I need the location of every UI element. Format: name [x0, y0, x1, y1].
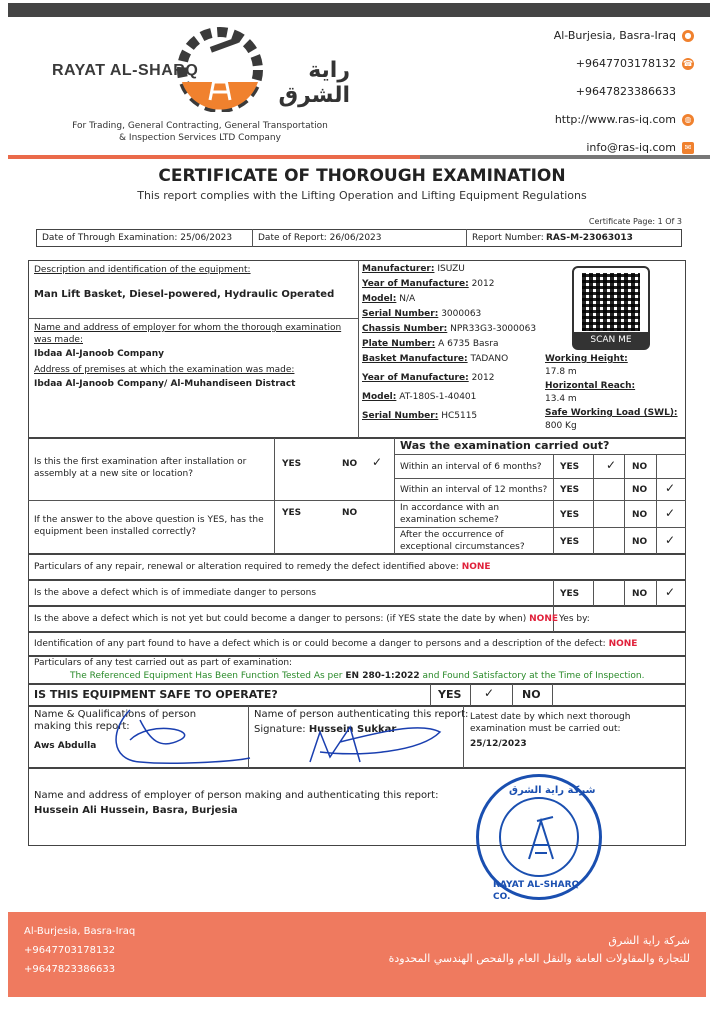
- auth-signature-row: Signature: Hussein Sukkar: [254, 724, 397, 735]
- installed-yes[interactable]: YES: [282, 508, 302, 518]
- contact-email: info@ras-iq.com ✉: [554, 134, 694, 162]
- year-row: Year of Manufacture: 2012: [362, 279, 495, 289]
- certificate-subtitle: This report complies with the Lifting Operation and Lifting Equipment Regulations: [137, 189, 587, 202]
- chassis-row: Chassis Number: NPR33G3-3000063: [362, 324, 537, 334]
- report-number-label: Report Number:: [472, 233, 544, 243]
- signature-hussein: [300, 712, 460, 772]
- stamp-en: RAYAT AL-SHARQ CO.: [493, 880, 580, 902]
- phone-icon: ☎: [683, 59, 693, 68]
- premises-label: Address of premises at which the examination was made:: [34, 365, 295, 375]
- company-logo: [50, 22, 350, 142]
- premises-value: Ibdaa Al-Janoob Company/ Al-Muhandiseen Distract: [34, 379, 296, 389]
- contact-block: [554, 22, 694, 162]
- interval-12-no[interactable]: NO: [632, 485, 648, 495]
- report-date: Date of Report: 26/06/2023: [258, 233, 382, 243]
- immediate-danger-yes[interactable]: YES: [560, 589, 580, 599]
- working-height-value: 17.8 m: [545, 367, 577, 377]
- employer-label: Name and address of employer for whom the thorough examination was made:: [34, 323, 342, 345]
- safe-question: IS THIS EQUIPMENT SAFE TO OPERATE?: [34, 688, 278, 701]
- footer-bar: [8, 912, 706, 997]
- contact-address: Al-Burjesia, Basra-Iraq ●: [554, 22, 694, 50]
- employer-sig-value: Hussein Ali Hussein, Basra, Burjesia: [34, 805, 238, 816]
- footer-phone-1: +9647703178132: [24, 945, 116, 956]
- plate-row: Plate Number: A 6735 Basra: [362, 339, 499, 349]
- scheme-question: In accordance with an examination scheme?: [400, 503, 500, 525]
- basket-year-row: Year of Manufacture: 2012: [362, 373, 495, 383]
- yes-by-label: Yes by:: [559, 614, 590, 624]
- model-row: Model: N/A: [362, 294, 416, 304]
- horizontal-reach-value: 13.4 m: [545, 394, 577, 404]
- company-tagline: [50, 120, 350, 144]
- exceptional-yes[interactable]: YES: [560, 537, 580, 547]
- tests-value: The Referenced Equipment Has Been Function Tested As per EN 280-1:2022 and Found Satisfactory at the Time of Inspection.: [70, 671, 645, 681]
- contact-phone-2: +9647823386633: [575, 85, 676, 98]
- identification-text: Identification of any part found to have a defect which is or could become a danger to persons and a description of the defect: NONE: [34, 639, 638, 649]
- company-stamp: [476, 774, 602, 900]
- safe-yes[interactable]: YES: [438, 688, 462, 701]
- footer-arabic: [389, 932, 690, 968]
- installed-no[interactable]: NO: [342, 508, 358, 518]
- first-exam-no[interactable]: NO: [342, 459, 358, 469]
- next-exam-value: 25/12/2023: [470, 739, 527, 749]
- scheme-no[interactable]: NO: [632, 510, 648, 520]
- immediate-danger-question: Is the above a defect which is of immediate danger to persons: [34, 588, 317, 598]
- signature-aws: [90, 700, 260, 770]
- first-exam-no-check: ✓: [372, 455, 383, 469]
- installed-question: If the answer to the above question is YES, has the equipment been installed correctly?: [34, 515, 264, 537]
- report-number: RAS-M-23063013: [546, 233, 633, 243]
- scheme-yes[interactable]: YES: [560, 510, 580, 520]
- mail-icon: ✉: [682, 142, 694, 154]
- header-divider-gray: [420, 155, 710, 159]
- qual-value: Aws Abdulla: [34, 741, 97, 751]
- interval-6-yes-check: ✓: [606, 458, 617, 472]
- auth-label: Name of person authenticating this report:: [254, 709, 469, 720]
- interval-6-yes[interactable]: YES: [560, 462, 580, 472]
- horizontal-reach-label: Horizontal Reach:: [545, 381, 636, 391]
- safe-no[interactable]: NO: [522, 688, 541, 701]
- contact-phone-1: +9647703178132 ☎: [575, 57, 693, 70]
- globe-icon: ◍: [682, 114, 694, 126]
- tagline-line-1: For Trading, General Contracting, General Transportation: [72, 121, 328, 131]
- tests-label: Particulars of any test carried out as part of examination:: [34, 658, 293, 668]
- interval-6-no[interactable]: NO: [632, 462, 648, 472]
- swl-label: Safe Working Load (SWL):: [545, 408, 678, 418]
- footer-ar-line-2: للتجارة والمقاولات العامة والنقل العام والفحص الهندسي المحدودة: [388, 952, 690, 965]
- interval-12-no-check: ✓: [665, 481, 676, 495]
- exceptional-no[interactable]: NO: [632, 537, 648, 547]
- exceptional-question: After the occurrence of exceptional circumstances?: [400, 530, 525, 552]
- exam-carried-out-heading: Was the examination carried out?: [400, 439, 610, 452]
- page-label: Certificate Page: 1 Of 3: [588, 217, 682, 226]
- repair-text: Particulars of any repair, renewal or alteration required to remedy the defect identified above: NONE: [34, 562, 491, 572]
- first-exam-yes[interactable]: YES: [282, 459, 302, 469]
- desc-value: Man Lift Basket, Diesel-powered, Hydraulic Operated: [34, 289, 335, 300]
- tagline-line-2: & Inspection Services LTD Company: [119, 133, 281, 143]
- exceptional-no-check: ✓: [665, 533, 676, 547]
- serial-row: Serial Number: 3000063: [362, 309, 482, 319]
- interval-12-question: Within an interval of 12 months?: [400, 485, 548, 495]
- working-height-label: Working Height:: [545, 354, 628, 364]
- employer-value: Ibdaa Al-Janoob Company: [34, 349, 165, 359]
- footer-phone-2: +9647823386633: [24, 964, 116, 975]
- basket-manu-row: Basket Manufacture: TADANO: [362, 354, 509, 364]
- footer-ar-line-1: شركة راية الشرق: [608, 934, 690, 947]
- footer-address: Al-Burjesia, Basra-Iraq: [24, 926, 136, 937]
- footer-contact: [24, 922, 135, 979]
- future-danger-text: Is the above a defect which is not yet but could become a danger to persons: (if YES state the date by when) NONE: [34, 614, 559, 624]
- scheme-no-check: ✓: [665, 506, 676, 520]
- basket-model-row: Model: AT-180S-1-40401: [362, 392, 477, 402]
- interval-12-yes[interactable]: YES: [560, 485, 580, 495]
- next-exam-label: Latest date by which next thorough examination must be carried out:: [470, 712, 631, 734]
- location-pin-icon: ●: [682, 30, 694, 42]
- swl-value: 800 Kg: [545, 421, 577, 431]
- desc-label: Description and identification of the equipment:: [34, 265, 251, 275]
- basket-serial-row: Serial Number: HC5115: [362, 411, 478, 421]
- safe-yes-check: ✓: [484, 686, 495, 700]
- certificate-title: CERTIFICATE OF THOROUGH EXAMINATION: [158, 166, 566, 186]
- company-name-ar: راية الشرق: [278, 58, 350, 108]
- employer-sig-label: Name and address of employer of person making and authenticating this report:: [34, 790, 439, 801]
- exam-date: Date of Through Examination: 25/06/2023: [42, 233, 233, 243]
- header-top-bar: [8, 3, 710, 17]
- qual-label: Name & Qualifications of person making this report:: [34, 709, 197, 732]
- immediate-danger-no[interactable]: NO: [632, 589, 648, 599]
- qr-code-box[interactable]: [572, 266, 650, 350]
- qr-code-icon: [582, 273, 640, 331]
- interval-6-question: Within an interval of 6 months?: [400, 462, 542, 472]
- stamp-ar: شركة راية الشرق: [509, 785, 596, 796]
- first-exam-question: Is this the first examination after installation or assembly at a new site or location?: [34, 457, 247, 479]
- stamp-derrick-icon: [523, 815, 559, 861]
- contact-website: http://www.ras-iq.com ◍: [554, 106, 694, 134]
- immediate-danger-no-check: ✓: [665, 585, 676, 599]
- manufacturer-row: Manufacturer: ISUZU: [362, 264, 465, 274]
- scan-me-label: SCAN ME: [574, 332, 648, 348]
- company-name-en: RAYAT AL-SHARQ: [52, 62, 199, 79]
